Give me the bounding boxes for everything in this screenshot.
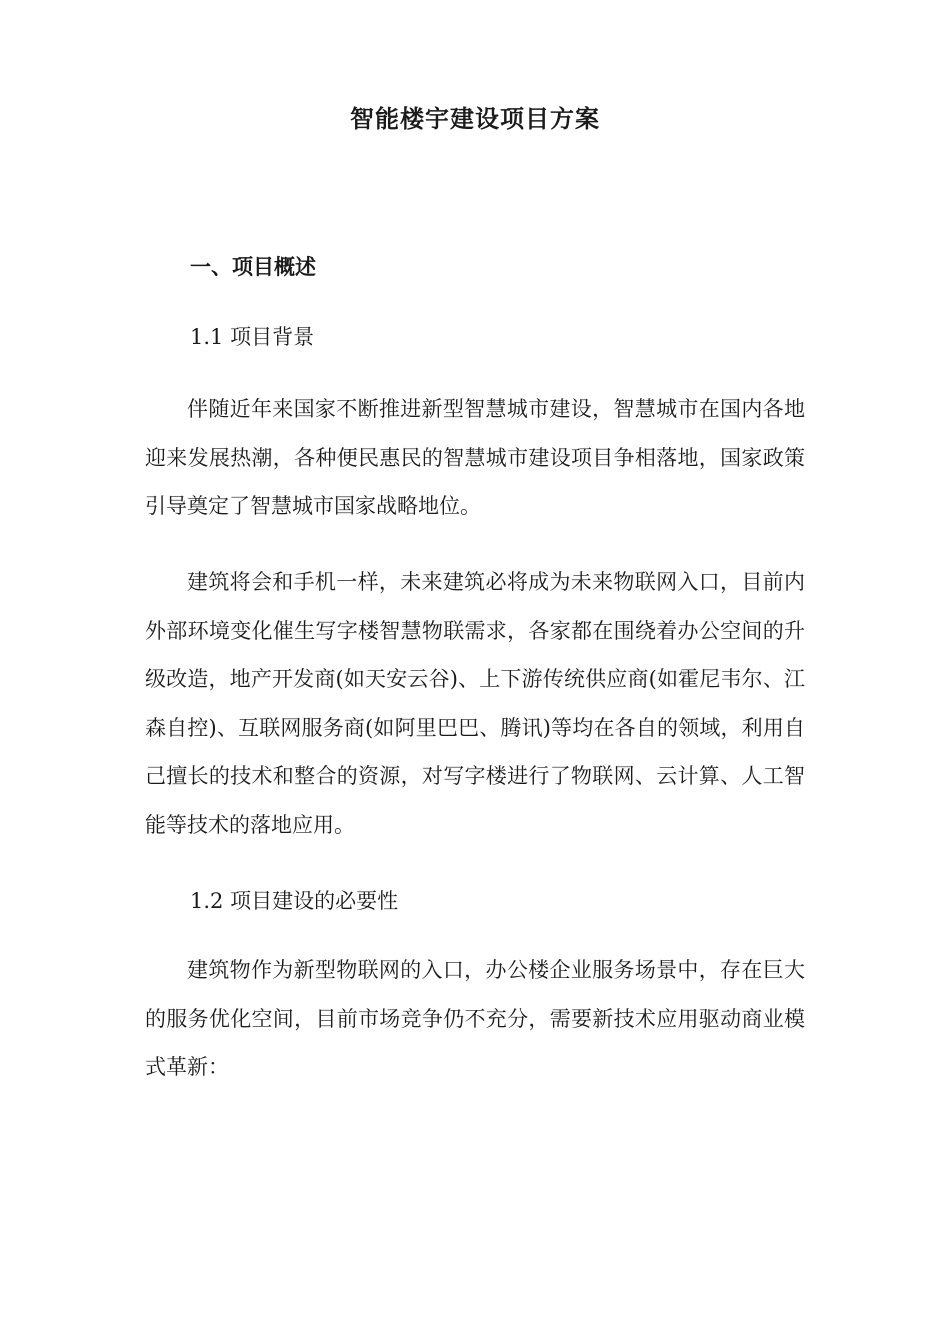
document-title: 智能楼宇建设项目方案	[350, 105, 600, 133]
paragraph-necessity-1: 建筑物作为新型物联网的入口，办公楼企业服务场景中，存在巨大的服务优化空间，目前市场竞争仍不充分，需要新技术应用驱动商业模式革新：	[145, 958, 805, 1079]
paragraph-background-2: 建筑将会和手机一样，未来建筑必将成为未来物联网入口，目前内外部环境变化催生写字楼智慧物联需求，各家都在围绕着办公空间的升级改造，地产开发商(如天安云谷)、上下游传统供应商(如霍尼韦尔、江森自控)、互联网服务商(如阿里巴巴、腾讯)等均在各自的领域，利用自己擅长的技术和整合的资源，对写字楼进行了物联网、云计算、人工智能等技术的落地应用。	[145, 570, 805, 837]
paragraph-background-1: 伴随近年来国家不断推进新型智慧城市建设，智慧城市在国内各地迎来发展热潮，各种便民惠民的智慧城市建设项目争相落地，国家政策引导奠定了智慧城市国家战略地位。	[145, 397, 805, 518]
section-heading-overview: 一、项目概述	[190, 255, 316, 279]
subsection-heading-background: 1.1 项目背景	[190, 325, 315, 349]
subsection-heading-necessity: 1.2 项目建设的必要性	[190, 889, 399, 913]
